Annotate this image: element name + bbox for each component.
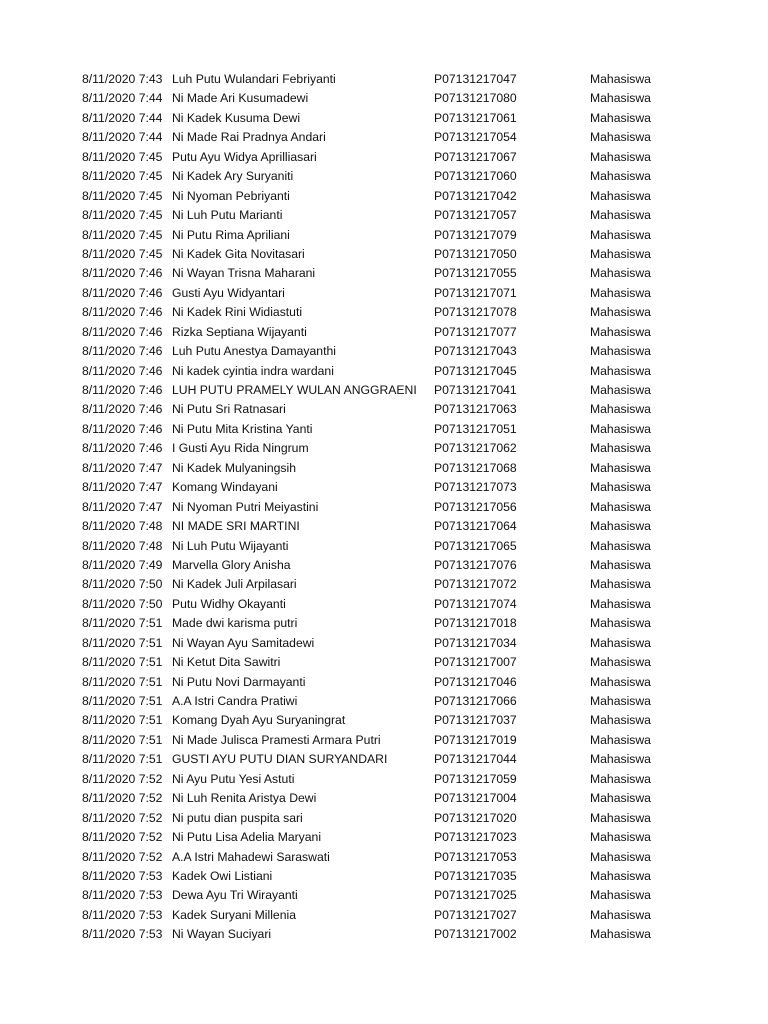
name-cell: GUSTI AYU PUTU DIAN SURYANDARI	[172, 752, 388, 767]
status-cell: Mahasiswa	[590, 188, 651, 203]
nim-cell: P07131217077	[434, 324, 517, 339]
nim-cell: P07131217018	[434, 616, 517, 631]
nim-cell: P07131217025	[434, 888, 517, 903]
nim-cell: P07131217050	[434, 246, 517, 261]
status-cell: Mahasiswa	[590, 383, 651, 397]
nim-cell: P07131217019	[434, 732, 517, 747]
status-cell: Mahasiswa	[590, 149, 651, 164]
table-row	[82, 420, 682, 439]
timestamp-cell: 8/11/2020 7:51	[82, 674, 163, 689]
name-cell: Ni Ketut Dita Sawitri	[172, 655, 281, 670]
status-cell: Mahasiswa	[590, 635, 651, 650]
status-cell: Mahasiswa	[590, 110, 651, 125]
nim-cell: P07131217046	[434, 674, 517, 689]
timestamp-cell: 8/11/2020 7:43	[82, 72, 163, 86]
nim-cell: P07131217004	[434, 791, 517, 806]
table-row	[82, 206, 682, 225]
nim-cell: P07131217007	[434, 655, 517, 670]
table-row	[82, 498, 682, 517]
status-cell: Mahasiswa	[590, 285, 651, 300]
timestamp-cell: 8/11/2020 7:45	[82, 246, 163, 261]
name-cell: Ni Luh Renita Aristya Dewi	[172, 791, 317, 806]
name-cell: Ni Kadek Ary Suryaniti	[172, 169, 294, 184]
timestamp-cell: 8/11/2020 7:49	[82, 557, 163, 572]
table-row	[82, 381, 682, 400]
name-cell: Ni Kadek Rini Widiastuti	[172, 305, 303, 320]
timestamp-cell: 8/11/2020 7:44	[82, 110, 163, 125]
status-cell: Mahasiswa	[590, 616, 651, 631]
nim-cell: P07131217060	[434, 169, 517, 184]
nim-cell: P07131217034	[434, 635, 517, 650]
table-row	[82, 556, 682, 575]
nim-cell: P07131217055	[434, 266, 517, 281]
status-cell: Mahasiswa	[590, 771, 651, 786]
nim-cell: P07131217041	[434, 383, 517, 397]
status-cell: Mahasiswa	[590, 324, 651, 339]
timestamp-cell: 8/11/2020 7:46	[82, 344, 163, 359]
table-row	[82, 303, 682, 322]
nim-cell: P07131217027	[434, 907, 517, 922]
nim-cell: P07131217059	[434, 771, 517, 786]
nim-cell: P07131217073	[434, 480, 517, 495]
timestamp-cell: 8/11/2020 7:53	[82, 907, 163, 922]
timestamp-cell: 8/11/2020 7:46	[82, 421, 163, 436]
table-row	[82, 789, 682, 808]
name-cell: A.A Istri Mahadewi Saraswati	[172, 849, 330, 864]
table-row	[82, 575, 682, 594]
table-row	[82, 323, 682, 342]
timestamp-cell: 8/11/2020 7:51	[82, 732, 163, 747]
status-cell: Mahasiswa	[590, 694, 651, 708]
table-row	[82, 167, 682, 186]
timestamp-cell: 8/11/2020 7:52	[82, 810, 163, 825]
status-cell: Mahasiswa	[590, 538, 651, 553]
status-cell: Mahasiswa	[590, 519, 651, 534]
name-cell: Putu Widhy Okayanti	[172, 596, 286, 611]
status-cell: Mahasiswa	[590, 674, 651, 689]
timestamp-cell: 8/11/2020 7:48	[82, 538, 163, 553]
table-row	[82, 226, 682, 245]
name-cell: Ni Kadek Mulyaningsih	[172, 460, 296, 475]
timestamp-cell: 8/11/2020 7:44	[82, 130, 163, 145]
timestamp-cell: 8/11/2020 7:53	[82, 927, 163, 942]
table-row	[82, 148, 682, 167]
timestamp-cell: 8/11/2020 7:48	[82, 519, 163, 534]
table-row	[82, 537, 682, 556]
status-cell: Mahasiswa	[590, 460, 651, 475]
timestamp-cell: 8/11/2020 7:50	[82, 596, 163, 611]
table-row	[82, 750, 682, 769]
timestamp-cell: 8/11/2020 7:50	[82, 577, 163, 592]
timestamp-cell: 8/11/2020 7:53	[82, 868, 163, 883]
table-row	[82, 517, 682, 536]
table-row	[82, 400, 682, 419]
table-row	[82, 70, 682, 89]
status-cell: Mahasiswa	[590, 246, 651, 261]
timestamp-cell: 8/11/2020 7:51	[82, 635, 163, 650]
table-row	[82, 109, 682, 128]
name-cell: NI MADE SRI MARTINI	[172, 519, 300, 534]
status-cell: Mahasiswa	[590, 868, 651, 883]
name-cell: Ni Wayan Ayu Samitadewi	[172, 635, 315, 650]
name-cell: LUH PUTU PRAMELY WULAN ANGGRAENI	[172, 383, 417, 397]
nim-cell: P07131217045	[434, 363, 517, 378]
table-row	[82, 828, 682, 847]
name-cell: Ni Made Ari Kusumadewi	[172, 91, 309, 106]
nim-cell: P07131217065	[434, 538, 517, 553]
nim-cell: P07131217053	[434, 849, 517, 864]
name-cell: Ni Wayan Trisna Maharani	[172, 266, 316, 281]
name-cell: Ni kadek cyintia indra wardani	[172, 363, 334, 378]
timestamp-cell: 8/11/2020 7:46	[82, 383, 163, 397]
name-cell: Putu Ayu Widya Aprilliasari	[172, 149, 317, 164]
name-cell: Ni Nyoman Pebriyanti	[172, 188, 290, 203]
table-row	[82, 439, 682, 458]
nim-cell: P07131217064	[434, 519, 517, 534]
name-cell: Kadek Owi Listiani	[172, 868, 273, 883]
status-cell: Mahasiswa	[590, 266, 651, 281]
nim-cell: P07131217068	[434, 460, 517, 475]
name-cell: Ni Kadek Juli Arpilasari	[172, 577, 297, 592]
name-cell: Ni Luh Putu Marianti	[172, 208, 283, 223]
nim-cell: P07131217051	[434, 421, 517, 436]
table-row	[82, 264, 682, 283]
table-row	[82, 886, 682, 905]
timestamp-cell: 8/11/2020 7:51	[82, 655, 163, 670]
nim-cell: P07131217054	[434, 130, 517, 145]
status-cell: Mahasiswa	[590, 888, 651, 903]
table-row	[82, 187, 682, 206]
name-cell: Kadek Suryani Millenia	[172, 907, 296, 922]
table-row	[82, 867, 682, 886]
timestamp-cell: 8/11/2020 7:45	[82, 227, 163, 242]
timestamp-cell: 8/11/2020 7:52	[82, 791, 163, 806]
table-row	[82, 770, 682, 789]
status-cell: Mahasiswa	[590, 927, 651, 942]
name-cell: Ni Made Julisca Pramesti Armara Putri	[172, 732, 381, 747]
timestamp-cell: 8/11/2020 7:46	[82, 441, 163, 456]
table-row	[82, 848, 682, 867]
name-cell: Dewa Ayu Tri Wirayanti	[172, 888, 298, 903]
status-cell: Mahasiswa	[590, 577, 651, 592]
nim-cell: P07131217061	[434, 110, 517, 125]
nim-cell: P07131217035	[434, 868, 517, 883]
name-cell: Ni Putu Mita Kristina Yanti	[172, 421, 313, 436]
nim-cell: P07131217063	[434, 402, 517, 417]
nim-cell: P07131217042	[434, 188, 517, 203]
name-cell: Ni Kadek Kusuma Dewi	[172, 110, 301, 125]
name-cell: Ni Nyoman Putri Meiyastini	[172, 499, 319, 514]
name-cell: Komang Dyah Ayu Suryaningrat	[172, 713, 346, 728]
timestamp-cell: 8/11/2020 7:46	[82, 305, 163, 320]
nim-cell: P07131217047	[434, 72, 517, 86]
table-row	[82, 653, 682, 672]
status-cell: Mahasiswa	[590, 72, 651, 86]
name-cell: Ni Putu Lisa Adelia Maryani	[172, 830, 322, 845]
name-cell: Ni Kadek Gita Novitasari	[172, 246, 305, 261]
nim-cell: P07131217076	[434, 557, 517, 572]
table-row	[82, 245, 682, 264]
nim-cell: P07131217074	[434, 596, 517, 611]
status-cell: Mahasiswa	[590, 305, 651, 320]
name-cell: Komang Windayani	[172, 480, 278, 495]
timestamp-cell: 8/11/2020 7:45	[82, 208, 163, 223]
timestamp-cell: 8/11/2020 7:46	[82, 324, 163, 339]
nim-cell: P07131217066	[434, 694, 517, 708]
timestamp-cell: 8/11/2020 7:47	[82, 480, 163, 495]
name-cell: Ni Putu Sri Ratnasari	[172, 402, 286, 417]
status-cell: Mahasiswa	[590, 752, 651, 767]
timestamp-cell: 8/11/2020 7:44	[82, 91, 163, 106]
name-cell: Ni Made Rai Pradnya Andari	[172, 130, 326, 145]
nim-cell: P07131217002	[434, 927, 517, 942]
status-cell: Mahasiswa	[590, 91, 651, 106]
timestamp-cell: 8/11/2020 7:51	[82, 694, 163, 708]
timestamp-cell: 8/11/2020 7:51	[82, 713, 163, 728]
nim-cell: P07131217072	[434, 577, 517, 592]
table-row	[82, 731, 682, 750]
timestamp-cell: 8/11/2020 7:45	[82, 149, 163, 164]
status-cell: Mahasiswa	[590, 130, 651, 145]
nim-cell: P07131217080	[434, 91, 517, 106]
status-cell: Mahasiswa	[590, 810, 651, 825]
status-cell: Mahasiswa	[590, 596, 651, 611]
nim-cell: P07131217057	[434, 208, 517, 223]
nim-cell: P07131217023	[434, 830, 517, 845]
status-cell: Mahasiswa	[590, 344, 651, 359]
name-cell: A.A Istri Candra Pratiwi	[172, 694, 298, 708]
table-row	[82, 128, 682, 147]
status-cell: Mahasiswa	[590, 849, 651, 864]
timestamp-cell: 8/11/2020 7:52	[82, 830, 163, 845]
timestamp-cell: 8/11/2020 7:47	[82, 499, 163, 514]
name-cell: Rizka Septiana Wijayanti	[172, 324, 307, 339]
nim-cell: P07131217067	[434, 149, 517, 164]
timestamp-cell: 8/11/2020 7:46	[82, 402, 163, 417]
table-row	[82, 595, 682, 614]
status-cell: Mahasiswa	[590, 557, 651, 572]
table-row	[82, 906, 682, 925]
status-cell: Mahasiswa	[590, 227, 651, 242]
status-cell: Mahasiswa	[590, 169, 651, 184]
timestamp-cell: 8/11/2020 7:51	[82, 752, 163, 767]
timestamp-cell: 8/11/2020 7:52	[82, 849, 163, 864]
nim-cell: P07131217056	[434, 499, 517, 514]
status-cell: Mahasiswa	[590, 480, 651, 495]
status-cell: Mahasiswa	[590, 907, 651, 922]
status-cell: Mahasiswa	[590, 402, 651, 417]
timestamp-cell: 8/11/2020 7:46	[82, 266, 163, 281]
nim-cell: P07131217071	[434, 285, 517, 300]
nim-cell: P07131217044	[434, 752, 517, 767]
status-cell: Mahasiswa	[590, 499, 651, 514]
nim-cell: P07131217062	[434, 441, 517, 456]
nim-cell: P07131217043	[434, 344, 517, 359]
table-row	[82, 614, 682, 633]
timestamp-cell: 8/11/2020 7:45	[82, 169, 163, 184]
table-row	[82, 89, 682, 108]
timestamp-cell: 8/11/2020 7:53	[82, 888, 163, 903]
status-cell: Mahasiswa	[590, 441, 651, 456]
name-cell: Luh Putu Wulandari Febriyanti	[172, 72, 336, 86]
name-cell: Ni Putu Novi Darmayanti	[172, 674, 306, 689]
name-cell: Ni putu dian puspita sari	[172, 810, 303, 825]
attendance-table	[82, 70, 682, 945]
status-cell: Mahasiswa	[590, 732, 651, 747]
timestamp-cell: 8/11/2020 7:52	[82, 771, 163, 786]
timestamp-cell: 8/11/2020 7:51	[82, 616, 163, 631]
name-cell: Ni Ayu Putu Yesi Astuti	[172, 771, 295, 786]
table-row	[82, 711, 682, 730]
nim-cell: P07131217037	[434, 713, 517, 728]
table-row	[82, 478, 682, 497]
table-row	[82, 809, 682, 828]
status-cell: Mahasiswa	[590, 363, 651, 378]
name-cell: Gusti Ayu Widyantari	[172, 285, 285, 300]
timestamp-cell: 8/11/2020 7:46	[82, 363, 163, 378]
table-row	[82, 634, 682, 653]
timestamp-cell: 8/11/2020 7:45	[82, 188, 163, 203]
table-row	[82, 673, 682, 692]
nim-cell: P07131217020	[434, 810, 517, 825]
nim-cell: P07131217079	[434, 227, 517, 242]
status-cell: Mahasiswa	[590, 208, 651, 223]
name-cell: Ni Putu Rima Apriliani	[172, 227, 290, 242]
status-cell: Mahasiswa	[590, 421, 651, 436]
name-cell: Made dwi karisma putri	[172, 616, 298, 631]
table-row	[82, 342, 682, 361]
timestamp-cell: 8/11/2020 7:46	[82, 285, 163, 300]
table-row	[82, 362, 682, 381]
name-cell: I Gusti Ayu Rida Ningrum	[172, 441, 309, 456]
status-cell: Mahasiswa	[590, 830, 651, 845]
status-cell: Mahasiswa	[590, 655, 651, 670]
table-row	[82, 284, 682, 303]
timestamp-cell: 8/11/2020 7:47	[82, 460, 163, 475]
name-cell: Ni Luh Putu Wijayanti	[172, 538, 289, 553]
name-cell: Ni Wayan Suciyari	[172, 927, 272, 942]
table-row	[82, 459, 682, 478]
name-cell: Luh Putu Anestya Damayanthi	[172, 344, 336, 359]
table-row	[82, 925, 682, 944]
table-row	[82, 692, 682, 711]
status-cell: Mahasiswa	[590, 791, 651, 806]
nim-cell: P07131217078	[434, 305, 517, 320]
name-cell: Marvella Glory Anisha	[172, 557, 291, 572]
status-cell: Mahasiswa	[590, 713, 651, 728]
